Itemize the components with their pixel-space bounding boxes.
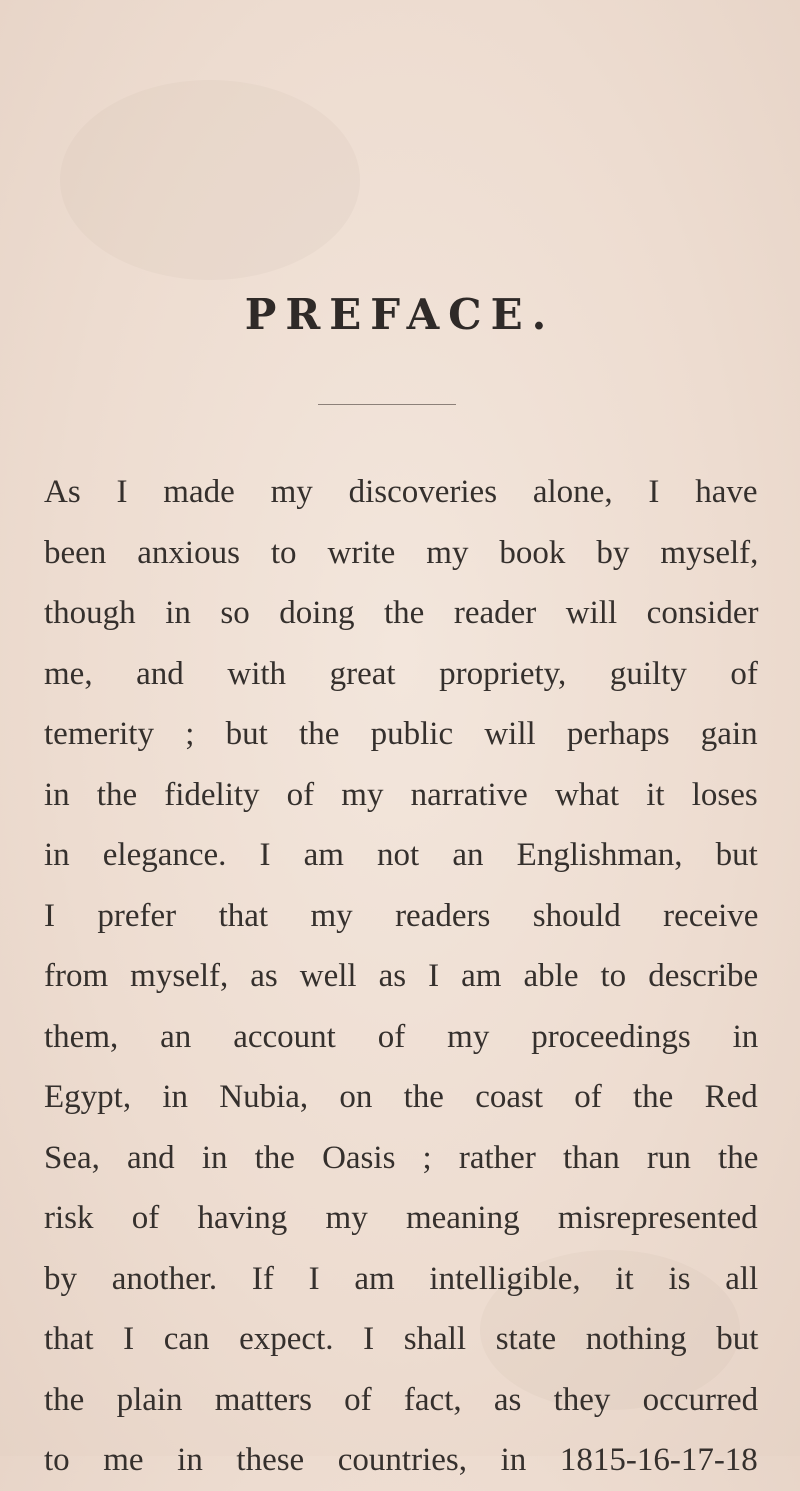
text-line: Sea, and in the Oasis ; rather than run the (44, 1139, 759, 1176)
text-line: risk of having my meaning misrepresented (44, 1200, 758, 1236)
text-line: that I can expect. I shall state nothing but (44, 1321, 759, 1357)
paper-stain (60, 80, 360, 280)
text-line: by another. If I am intelligible, it is all (44, 1260, 759, 1297)
text-line: Egypt, in Nubia, on the coast of the Red (44, 1079, 758, 1115)
text-line: me, and with great propriety, guilty of (44, 655, 758, 692)
page-title: PREFACE. (244, 290, 556, 339)
text-line: I prefer that my readers should receive (44, 897, 759, 934)
text-line: to me in these countries, in 1815-16-17-18 (44, 1442, 758, 1478)
text-line: in elegance. I am not an Englishman, but (44, 837, 758, 873)
text-line: As I made my discoveries alone, I have (44, 474, 758, 510)
text-line: in the fidelity of my narrative what it loses (44, 776, 758, 813)
text-line: been anxious to write my book by myself, (44, 534, 759, 571)
text-line: them, an account of my proceedings in (44, 1018, 759, 1055)
text-line: temerity ; but the public will perhaps gain (44, 716, 758, 752)
title-divider (318, 404, 456, 405)
text-line: though in so doing the reader will consider (44, 595, 759, 631)
text-line: from myself, as well as I am able to describe (44, 958, 759, 994)
preface-body (44, 462, 758, 1491)
text-line: the plain matters of fact, as they occurred (44, 1381, 759, 1418)
